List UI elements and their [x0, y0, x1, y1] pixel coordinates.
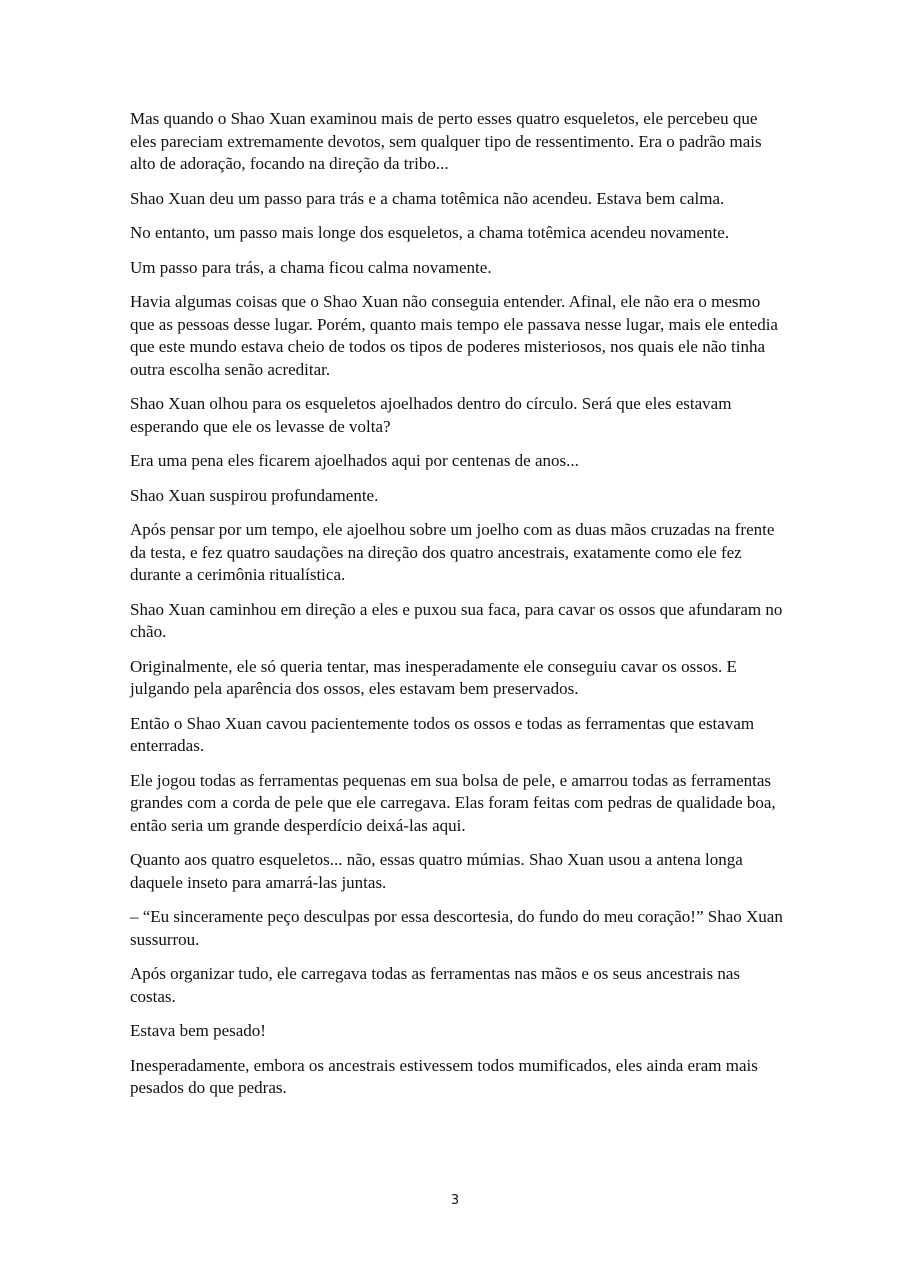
paragraph: No entanto, um passo mais longe dos esqueletos, a chama totêmica acendeu novamente. — [130, 223, 730, 242]
paragraph: Originalmente, ele só queria tentar, mas inesperadamente ele conseguiu cavar os ossos. E julgando pela aparência dos ossos, eles estavam bem preservados. — [130, 656, 737, 698]
paragraph: Shao Xuan suspirou profundamente. — [130, 485, 379, 505]
page-body — [130, 108, 785, 1112]
paragraph: Inesperadamente, embora os ancestrais estivessem todos mumificados, eles ainda eram mais pesados do que pedras. — [130, 1055, 758, 1097]
paragraph: Ele jogou todas as ferramentas pequenas em sua bolsa de pele, e amarrou todas as ferramentas grandes com a corda de pele que ele carregava. Elas foram feitas com pedras de qualidade boa, então seria um grande desperdício deixá-las aqui. — [130, 770, 776, 835]
paragraph: Era uma pena eles ficarem ajoelhados aqui por centenas de anos... — [130, 451, 579, 470]
paragraph: Então o Shao Xuan cavou pacientemente todos os ossos e todas as ferramentas que estavam enterradas. — [130, 713, 755, 755]
paragraph: Havia algumas coisas que o Shao Xuan não conseguia entender. Afinal, ele não era o mesmo que as pessoas desse lugar. Porém, quanto mais tempo ele passava nesse lugar, mais ele entedia que este mundo estava cheio de todos os tipos de poderes misteriosos, nos quais ele não tinha outra escolha senão acreditar. — [130, 292, 778, 379]
paragraph: Após pensar por um tempo, ele ajoelhou sobre um joelho com as duas mãos cruzadas na frente da testa, e fez quatro saudações na direção dos quatro ancestrais, exatamente como ele fez durante a cerimônia ritualística. — [130, 520, 775, 584]
paragraph: Mas quando o Shao Xuan examinou mais de perto esses quatro esqueletos, ele percebeu que eles pareciam extremamente devotos, sem qualquer tipo de ressentimento. Era o padrão mais alto de adoração, focando na direção da tribo... — [130, 109, 762, 173]
paragraph: Shao Xuan deu um passo para trás e a chama totêmica não acendeu. Estava bem calma. — [130, 188, 725, 208]
paragraph: Shao Xuan olhou para os esqueletos ajoelhados dentro do círculo. Será que eles estavam esperando que ele os levasse de volta? — [130, 394, 732, 436]
paragraph: Quanto aos quatro esqueletos... não, essas quatro múmias. Shao Xuan usou a antena longa daquele inseto para amarrá-las juntas. — [130, 850, 743, 892]
paragraph: Estava bem pesado! — [130, 1021, 266, 1040]
page-number: 3 — [450, 1193, 460, 1208]
paragraph: Após organizar tudo, ele carregava todas as ferramentas nas mãos e os seus ancestrais nas costas. — [130, 964, 741, 1006]
paragraph: Um passo para trás, a chama ficou calma novamente. — [130, 257, 492, 277]
paragraph: Shao Xuan caminhou em direção a eles e puxou sua faca, para cavar os ossos que afundaram no chão. — [130, 599, 783, 641]
paragraph: – “Eu sinceramente peço desculpas por essa descortesia, do fundo do meu coração!” Shao Xuan sussurrou. — [130, 907, 783, 949]
